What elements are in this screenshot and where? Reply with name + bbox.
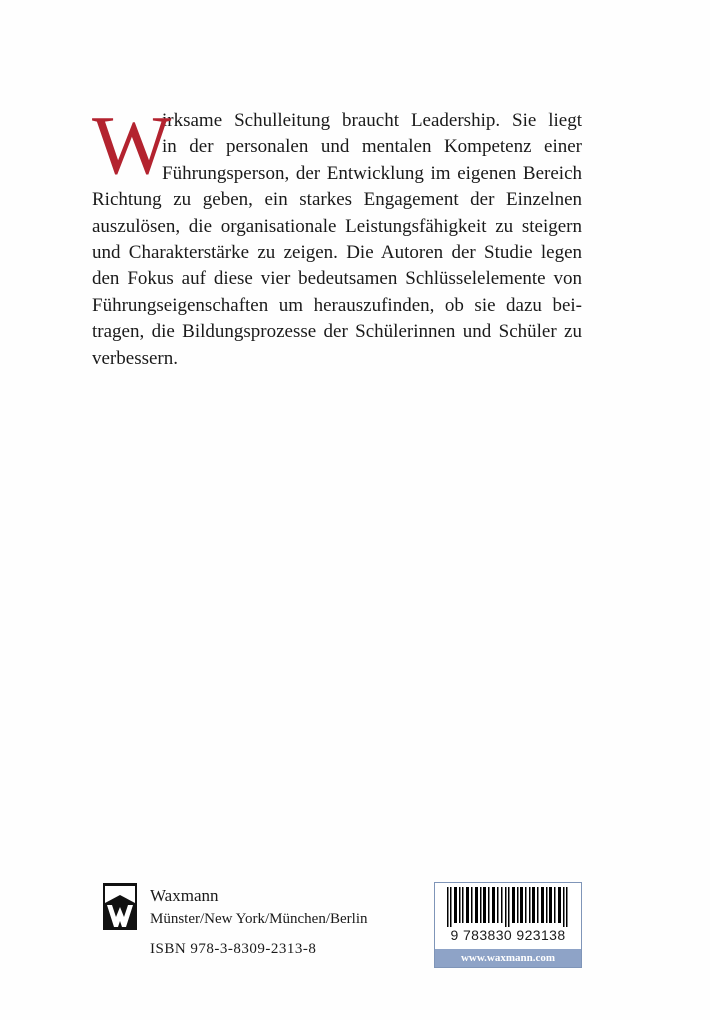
blurb-line-9: tragen, die Bildungsprozesse der Schülerinnen und Schüler zu — [92, 321, 582, 343]
barcode-panel — [434, 882, 582, 968]
blurb-line-1: irksame Schulleitung braucht Leadership. Sie liegt — [162, 110, 582, 131]
dropcap-letter: W — [92, 99, 172, 192]
blurb-line-2: in der personalen und mentalen Kompetenz einer — [162, 136, 582, 158]
barcode-digits: 9 783830 923138 — [450, 927, 566, 943]
blurb-line-7: den Fokus auf diese vier bedeutsamen Schlüsselelemente von — [92, 268, 582, 290]
isbn-number: ISBN 978-3-8309-2313-8 — [150, 941, 317, 957]
blurb-text — [92, 99, 582, 372]
barcode-icon — [441, 887, 575, 927]
blurb-line-5: auszulösen, die organisationale Leistungsfähigkeit zu steigern — [92, 215, 582, 237]
publisher-cities: Münster/New York/München/Berlin — [150, 911, 368, 927]
blurb-line-3: Führungsperson, der Entwicklung im eigenen Bereich — [162, 162, 582, 184]
blurb-line-8: Führungseigenschaften um herauszufinden, ob sie dazu bei- — [92, 294, 582, 316]
blurb-line-10: verbessern. — [92, 347, 178, 369]
blurb-line-6: und Charakterstärke zu zeigen. Die Autoren der Studie legen — [92, 242, 582, 264]
waxmann-logo-icon — [103, 883, 137, 930]
publisher-name: Waxmann — [150, 886, 219, 905]
website-link[interactable]: www.waxmann.com — [435, 949, 581, 967]
blurb-line-4: Richtung zu geben, ein starkes Engagement der Einzelnen — [92, 189, 582, 211]
